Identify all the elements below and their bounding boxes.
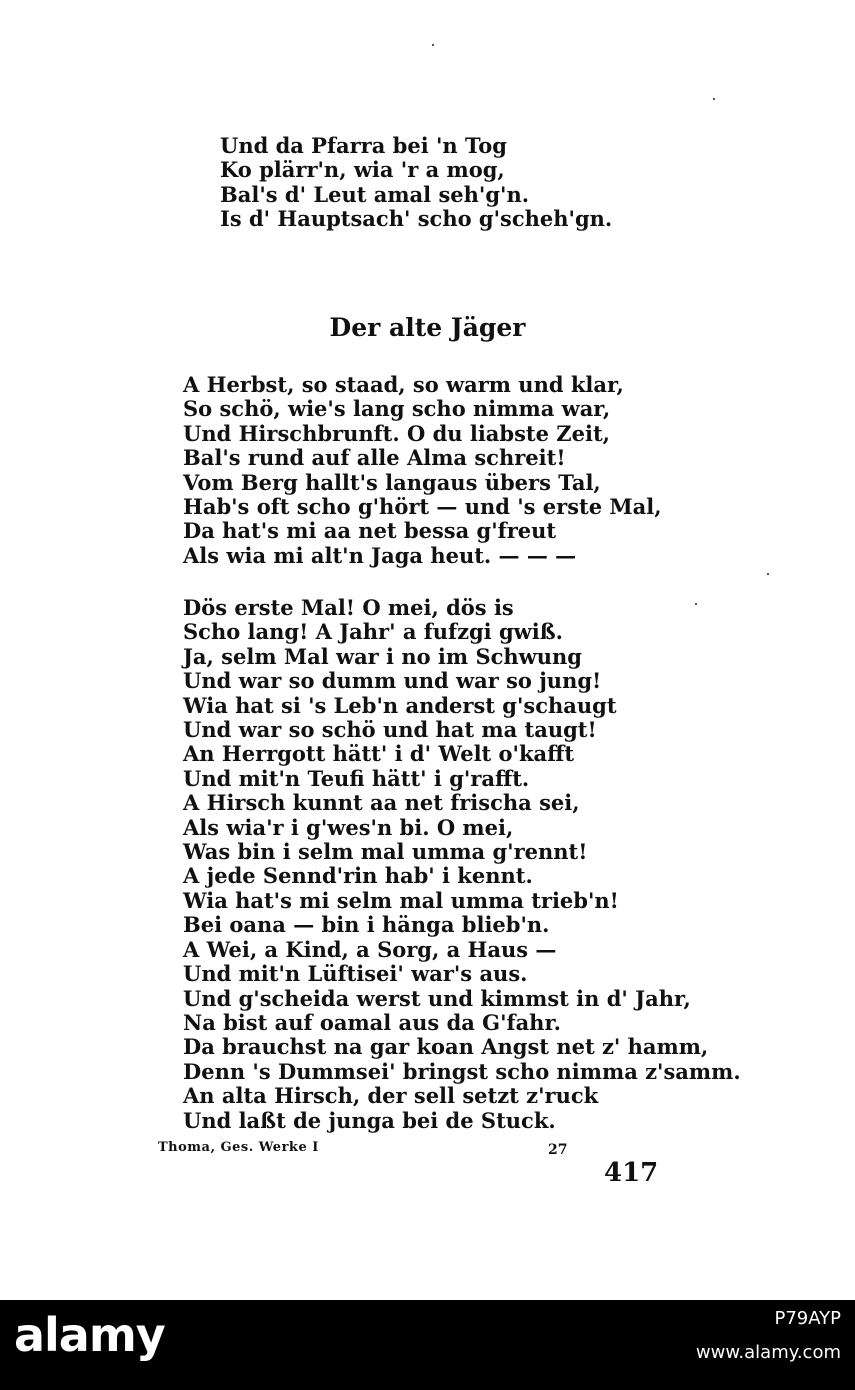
verse-line: Und da Pfarra bei 'n Tog <box>220 133 507 158</box>
verse-line: Und war so schö und hat ma taugt! <box>183 717 597 743</box>
verse-line: Und Hirschbrunft. O du liabste Zeit, <box>183 420 610 446</box>
poem-title: Der alte Jäger <box>329 313 526 342</box>
verse-line: Da hat's mi aa net bessa g'freut <box>183 518 557 544</box>
footer-credit: Thoma, Ges. Werke I <box>158 1140 319 1155</box>
verse-line: Denn 's Dummsei' bringst scho nimma z'samm. <box>183 1058 741 1084</box>
verse-line: Dös erste Mal! O mei, dös is <box>183 595 514 620</box>
verse-line: Bal's rund auf alle Alma schreit! <box>183 445 566 471</box>
verse-line: Scho lang! A Jahr' a fufzgi gwiß. <box>183 619 563 645</box>
verse-line: Wia hat si 's Leb'n anderst g'schaugt <box>183 692 617 718</box>
verse-line: An Herrgott hätt' i d' Welt o'kafft <box>183 741 575 767</box>
verse-line: Is d' Hauptsach' scho g'scheh'gn. <box>220 206 613 232</box>
stock-url: www.alamy.com <box>695 1342 841 1363</box>
print-speck <box>713 98 715 100</box>
print-speck <box>767 573 769 575</box>
verse-line: Als wia'r i g'wes'n bi. O mei, <box>183 814 514 840</box>
verse-line: Na bist auf oamal aus da G'fahr. <box>183 1009 561 1035</box>
page-number: 417 <box>604 1158 659 1188</box>
stock-logo: alamy <box>14 1308 165 1362</box>
verse-line: Und war so dumm und war so jung! <box>183 668 602 694</box>
stanza-continued <box>220 134 612 232</box>
stock-image-id: P79AYP <box>774 1308 841 1329</box>
verse-line: Wia hat's mi selm mal umma trieb'n! <box>183 887 619 913</box>
stanza-1 <box>183 373 662 568</box>
verse-line: Als wia mi alt'n Jaga heut. — — — <box>183 542 577 568</box>
print-speck <box>695 603 697 605</box>
verse-line: Und g'scheida werst und kimmst in d' Jahr, <box>183 985 691 1011</box>
verse-line: So schö, wie's lang scho nimma war, <box>183 396 611 422</box>
print-speck <box>432 44 434 46</box>
verse-line: Bei oana — bin i hänga blieb'n. <box>183 912 550 938</box>
verse-line: Und laßt de junga bei de Stuck. <box>183 1107 556 1133</box>
verse-line: A Herbst, so staad, so warm und klar, <box>183 372 624 397</box>
verse-line: An alta Hirsch, der sell setzt z'ruck <box>183 1083 599 1109</box>
verse-line: A Wei, a Kind, a Sorg, a Haus — <box>183 936 557 962</box>
verse-line: Hab's oft scho g'hört — und 's erste Mal, <box>183 494 662 520</box>
verse-line: Bal's d' Leut amal seh'g'n. <box>220 181 530 207</box>
verse-line: Vom Berg hallt's langaus übers Tal, <box>183 469 601 495</box>
verse-line: Da brauchst na gar koan Angst net z' hamm, <box>183 1034 709 1060</box>
verse-line: Und mit'n Lüftisei' war's aus. <box>183 961 528 987</box>
verse-line: Und mit'n Teufi hätt' i g'rafft. <box>183 765 530 791</box>
verse-line: Ko plärr'n, wia 'r a mog, <box>220 157 505 183</box>
verse-line: Was bin i selm mal umma g'rennt! <box>183 839 588 865</box>
verse-line: A Hirsch kunnt aa net frischa sei, <box>183 790 580 816</box>
verse-line: Ja, selm Mal war i no im Schwung <box>183 643 582 669</box>
verse-line: A jede Sennd'rin hab' i kennt. <box>183 863 533 889</box>
signature-mark: 27 <box>548 1142 568 1158</box>
stanza-2 <box>183 596 741 1133</box>
